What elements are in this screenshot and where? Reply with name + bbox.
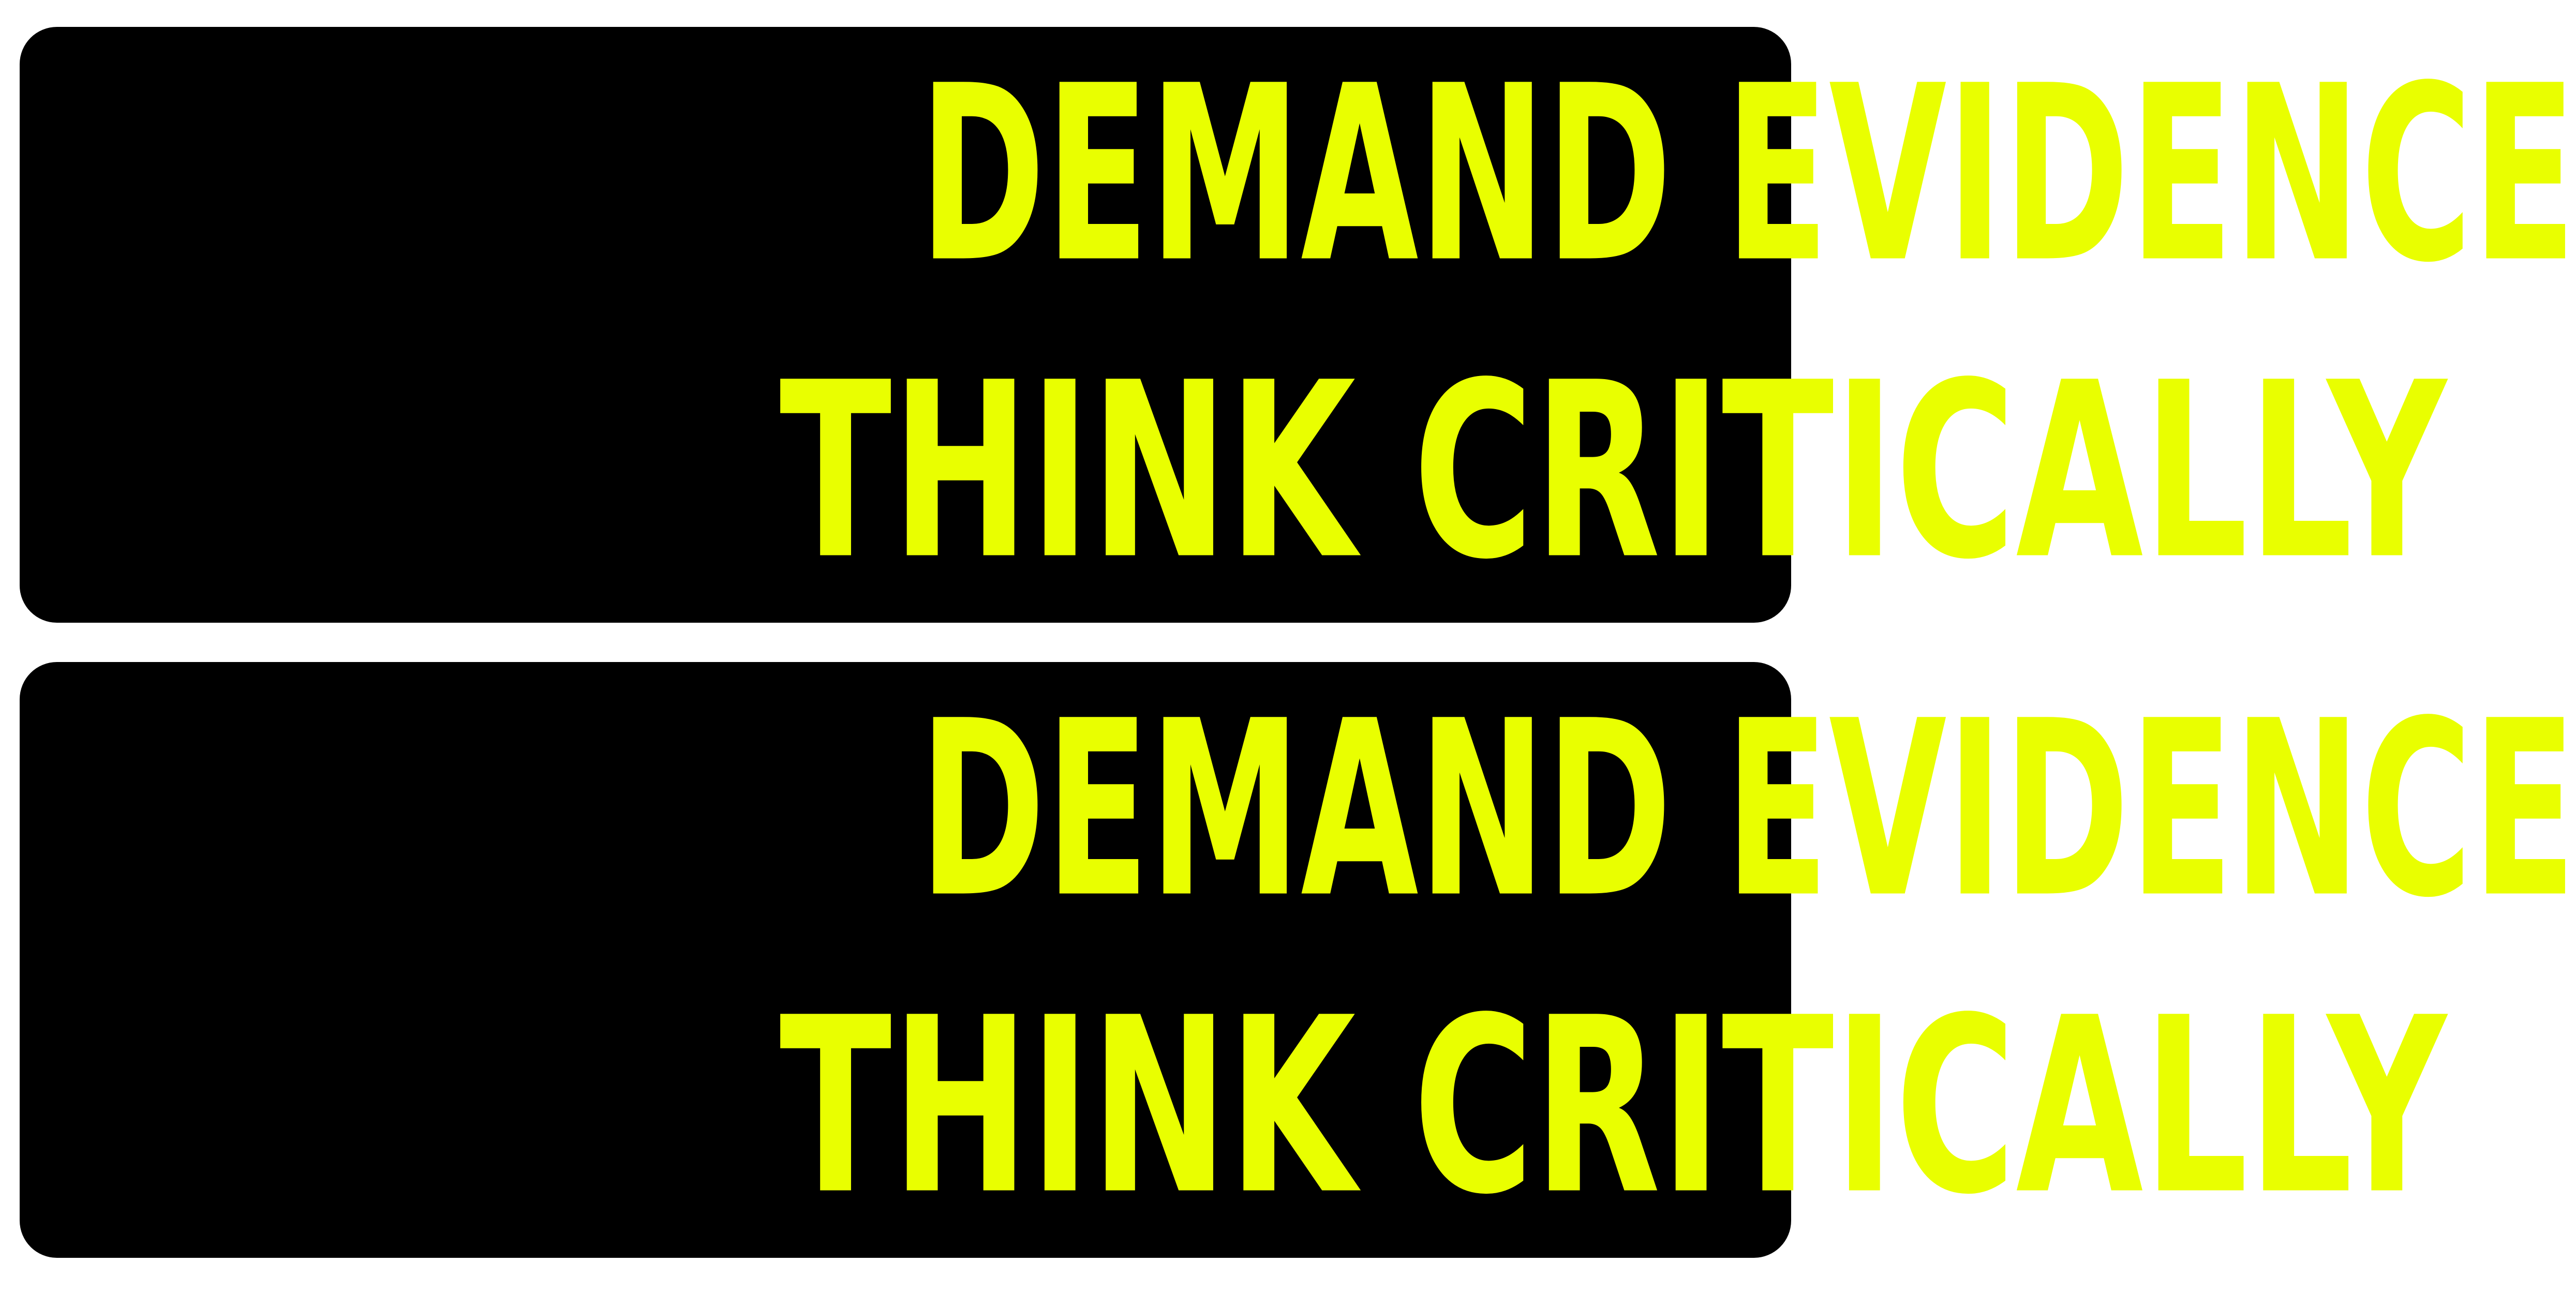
sign-text: THINK CRITICALLY — [779, 966, 2447, 1248]
sign-top — [20, 27, 2576, 623]
sign-line-demand-evidence — [57, 669, 2576, 951]
sign-text: DEMAND EVIDENCE — [919, 34, 2576, 316]
sign-text: DEMAND EVIDENCE — [919, 669, 2576, 951]
sign-line-think-critically — [40, 966, 2447, 1248]
sign-line-think-critically — [40, 330, 2447, 613]
sign-bottom — [20, 662, 2576, 1258]
sign-line-demand-evidence — [57, 34, 2576, 316]
sign-text: THINK CRITICALLY — [779, 330, 2447, 613]
